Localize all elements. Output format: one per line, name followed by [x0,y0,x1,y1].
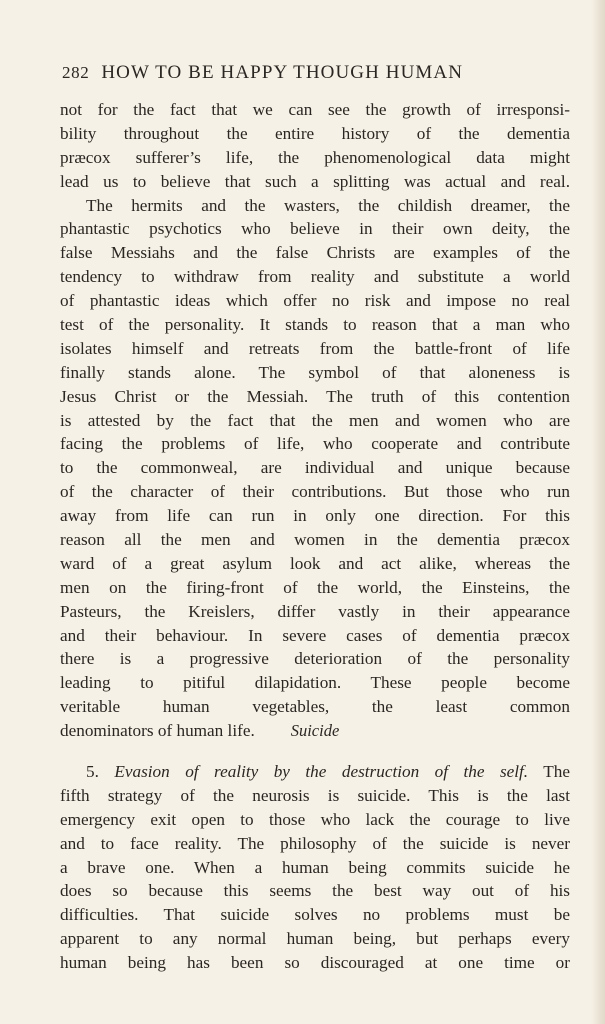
first-line-rest: The [543,762,570,781]
text-line: isolates himself and retreats from the battle-front of life [60,338,570,358]
text-line: a brave one. When a human being commits suicide he [60,857,570,877]
text-line: emergency exit open to those who lack the courage to live [60,809,570,829]
text-line: Jesus Christ or the Messiah. The truth of this contention [60,386,570,406]
text-line: is attested by the fact that the men and women who are [60,410,570,430]
text-line: difficulties. That suicide solves no problems must be [60,905,570,925]
list-number: 5. [86,762,99,781]
text-line: præcox sufferer’s life, the phenomenological data might [60,147,570,167]
paragraph-continued [60,98,570,194]
text-line: reason all the men and women in the dementia præcox [60,530,570,550]
text-line: Pasteurs, the Kreislers, differ vastly in their appearance [60,601,570,621]
text-line: not for the fact that we can see the growth of irresponsi- [60,100,570,119]
body-text-bottom [60,760,570,975]
paragraph-hermits [60,194,570,743]
paragraph-suicide [60,760,570,975]
text-line: men on the firing-front of the world, the Einsteins, the [60,577,570,597]
text-line: leading to pitiful dilapidation. These people become [60,673,570,693]
page-edge-shadow [591,0,605,1024]
text-line: and to face reality. The philosophy of the suicide is never [60,833,570,853]
italic-lead: Evasion of reality by the destruction of the self. [114,762,529,781]
running-header [62,62,574,92]
text-line: lead us to believe that such a splitting was actual and real. [60,171,570,191]
text-line: test of the personality. It stands to reason that a man who [60,315,570,335]
text-line: human being has been so discouraged at one time or [60,953,570,973]
text-line: ward of a great asylum look and act alike, whereas the [60,553,570,573]
text-line: and their behaviour. In severe cases of dementia præcox [60,625,570,645]
text-line: The hermits and the wasters, the childish dreamer, the [86,195,570,215]
text-line: apparent to any normal human being, but perhaps every [60,929,570,949]
section-heading: Suicide [290,721,340,740]
text-line: away from life can run in only one direction. For this [60,506,570,526]
running-title: HOW TO BE HAPPY THOUGH HUMAN [101,62,464,83]
text-line: bility throughout the entire history of the dementia [60,123,570,143]
text-line: there is a progressive deterioration of the personality [60,649,570,669]
text-line: finally stands alone. The symbol of that aloneness is [60,362,570,382]
text-line: facing the problems of life, who cooperate and contribute [60,434,570,454]
text-line: of phantastic ideas which offer no risk and impose no real [60,291,570,311]
text-line: tendency to withdraw from reality and substitute a world [60,267,570,287]
text-line: to the commonweal, are individual and unique because [60,458,570,478]
text-line: fifth strategy of the neurosis is suicide. This is the last [60,785,570,805]
text-line: denominators of human life. [60,721,255,741]
text-line: of the character of their contributions. But those who run [60,482,570,502]
text-line: phantastic psychotics who believe in their own deity, the [60,219,570,239]
text-line-first [60,760,570,784]
page-number: 282 [62,63,90,82]
text-line: veritable human vegetables, the least common [60,697,570,717]
text-line: false Messiahs and the false Christs are examples of the [60,243,570,263]
body-text-top [60,98,570,743]
text-line: does so because this seems the best way out of his [60,881,570,901]
